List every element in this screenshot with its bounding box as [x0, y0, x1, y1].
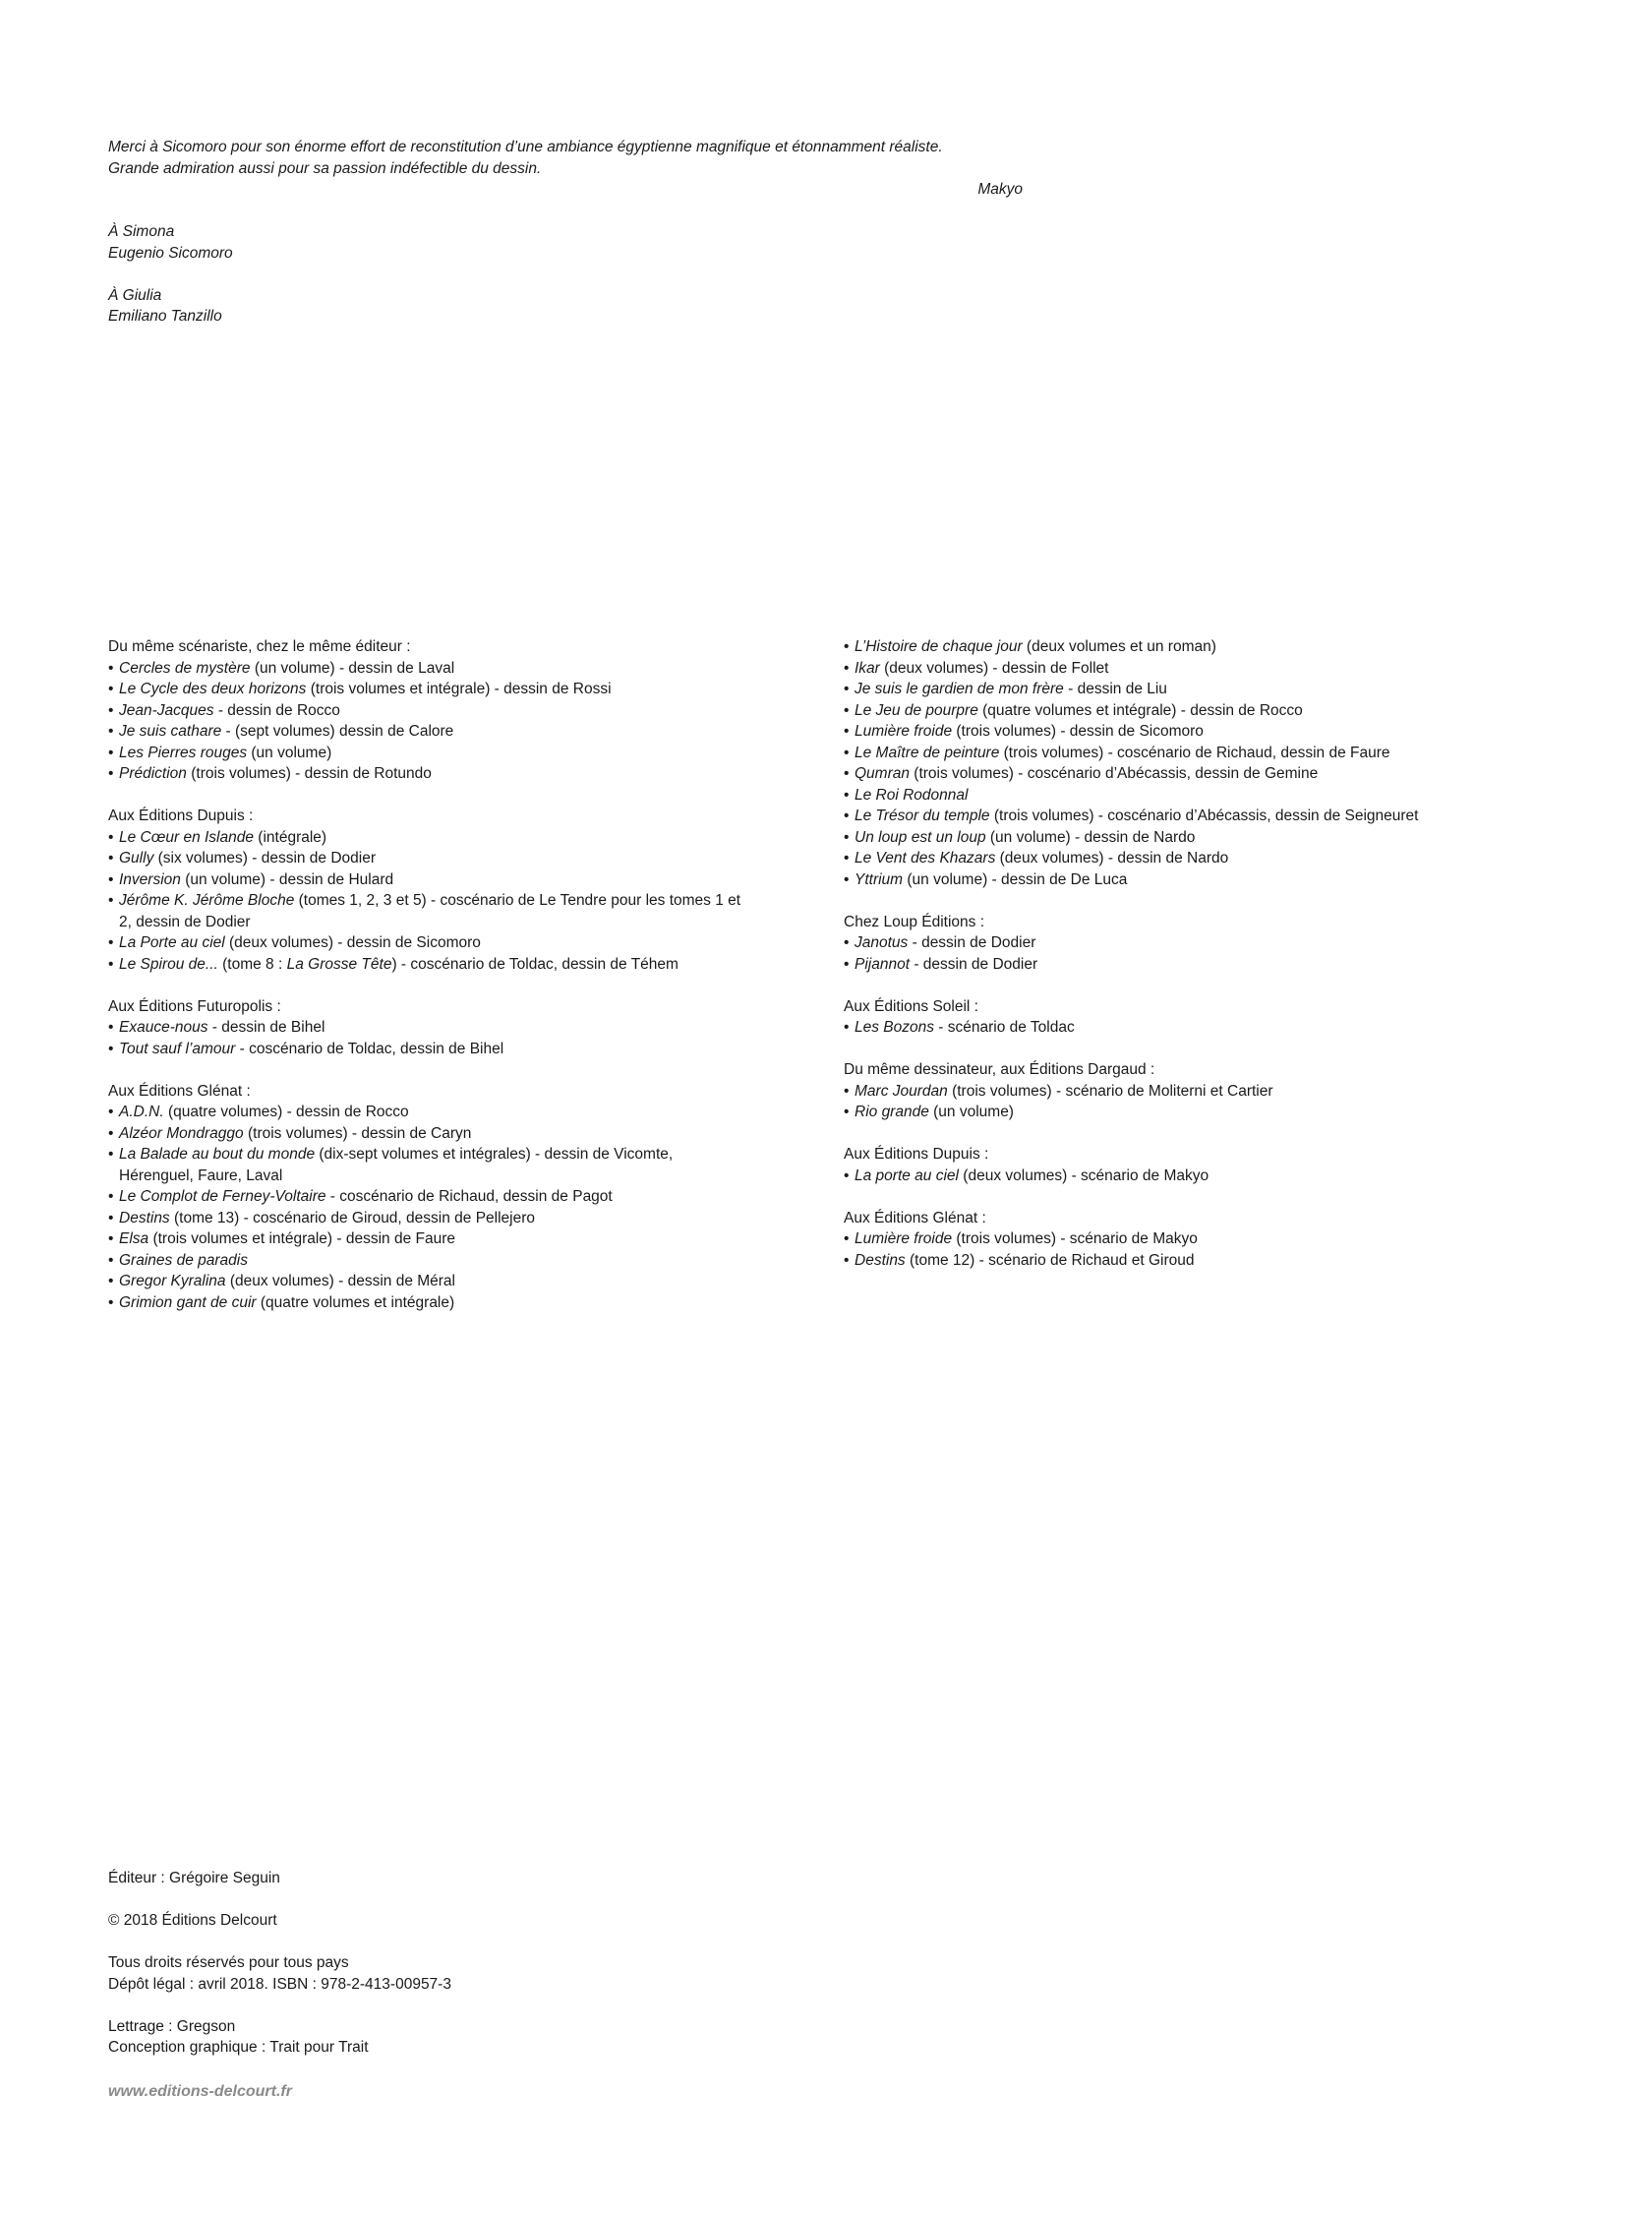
bibliography-section: [108, 636, 747, 785]
book-entry: [844, 848, 1532, 869]
book-title: Le Maître de peinture: [855, 744, 1000, 761]
book-entry: [108, 827, 747, 849]
book-list: [844, 1228, 1532, 1271]
book-detail: (quatre volumes et intégrale): [256, 1293, 455, 1311]
book-detail: (trois volumes et intégrale) - dessin de Rossi: [306, 681, 612, 697]
book-detail: (trois volumes) - dessin de Rotundo: [186, 765, 432, 782]
book-entry: [108, 1017, 747, 1039]
book-entry: [108, 954, 747, 976]
book-title: Tout sauf l’amour: [119, 1040, 236, 1057]
section-title: Aux Éditions Glénat :: [108, 1082, 251, 1100]
book-title: Rio grande: [855, 1104, 929, 1120]
bibliography-left-column: [108, 636, 747, 1335]
book-title: La Porte au ciel: [119, 934, 225, 951]
book-title: Le Trésor du temple: [855, 807, 990, 824]
book-entry: [108, 1292, 747, 1314]
book-detail: (deux volumes) - dessin de Méral: [225, 1273, 456, 1289]
legal-deposit: Dépôt légal : avril 2018. ISBN : 978-2-413-00957-3: [108, 1975, 451, 1993]
book-title: Marc Jourdan: [855, 1082, 948, 1100]
book-title: Lumière froide: [855, 1230, 953, 1247]
book-list: [844, 1166, 1532, 1187]
book-title: A.D.N.: [119, 1104, 164, 1120]
book-detail: (trois volumes) - coscénario d’Abécassis, dessin de Gemine: [910, 765, 1319, 782]
bibliography-section: [108, 806, 747, 975]
dedication-recipient: À Giulia: [108, 286, 162, 304]
book-detail: (un volume) - dessin de De Luca: [903, 870, 1128, 888]
section-title: Aux Éditions Futuropolis :: [108, 997, 281, 1015]
book-detail: - (sept volumes) dessin de Calore: [221, 723, 454, 740]
bibliography-section: [844, 1059, 1532, 1123]
book-entry: [844, 1166, 1532, 1187]
book-title: Je suis le gardien de mon frère: [855, 681, 1064, 697]
section-title: Du même scénariste, chez le même éditeur :: [108, 638, 411, 655]
book-entry: [108, 679, 747, 700]
book-detail: (un volume) - dessin de Laval: [250, 659, 455, 677]
bibliography-section: [844, 636, 1532, 890]
book-detail: - dessin de Dodier: [908, 934, 1036, 951]
book-title: Prédiction: [119, 765, 187, 782]
book-detail: (un volume) - dessin de Nardo: [985, 828, 1196, 846]
book-title: Alzéor Mondraggo: [119, 1124, 244, 1142]
book-detail: (deux volumes et un roman): [1022, 638, 1216, 655]
book-detail: - coscénario de Toldac, dessin de Bihel: [235, 1040, 504, 1057]
dedication-author: Eugenio Sicomoro: [108, 244, 233, 262]
book-detail: (six volumes) - dessin de Dodier: [153, 850, 377, 867]
book-title: Le Cœur en Islande: [119, 828, 254, 846]
book-detail: (trois volumes) - scénario de Makyo: [952, 1230, 1198, 1247]
book-list: [844, 932, 1532, 975]
book-detail: (trois volumes) - dessin de Caryn: [243, 1124, 472, 1142]
book-list: [844, 1081, 1532, 1123]
book-title: Les Bozons: [855, 1019, 934, 1036]
book-detail: (deux volumes) - dessin de Nardo: [995, 850, 1229, 867]
book-detail: (trois volumes) - dessin de Sicomoro: [952, 723, 1204, 740]
bibliography-right-column: [844, 636, 1532, 1292]
book-title: La Balade au bout du monde: [119, 1146, 316, 1163]
book-title: Cercles de mystère: [119, 659, 251, 677]
book-entry: [108, 1271, 747, 1292]
book-entry: [108, 1039, 747, 1060]
lettering-credit: Lettrage : Gregson: [108, 2017, 236, 2035]
book-detail: (quatre volumes et intégrale) - dessin de Rocco: [977, 701, 1303, 719]
book-title: Yttrium: [855, 870, 904, 888]
bibliography-section: [108, 996, 747, 1060]
book-entry: [844, 785, 1532, 807]
book-title: Ikar: [855, 659, 880, 677]
book-detail: (deux volumes) - dessin de Sicomoro: [224, 934, 481, 951]
dedication-line: Merci à Sicomoro pour son énorme effort de reconstitution d’une ambiance égyptienne magnifique et étonnamment réaliste.: [108, 139, 943, 155]
book-entry: [844, 932, 1532, 954]
book-title: Qumran: [855, 765, 910, 782]
book-entry: [844, 721, 1532, 743]
book-title: Gully: [119, 850, 154, 867]
book-entry: [108, 658, 747, 680]
book-entry: [844, 1081, 1532, 1103]
book-title: Destins: [855, 1251, 906, 1269]
book-entry: [844, 636, 1532, 658]
book-entry: [844, 763, 1532, 785]
book-list: [844, 1017, 1532, 1039]
book-title: La Grosse Tête: [286, 955, 392, 973]
book-detail: - dessin de Bihel: [207, 1019, 325, 1036]
book-title: Janotus: [855, 934, 909, 951]
book-detail: - dessin de Dodier: [910, 955, 1038, 973]
book-entry: [844, 1017, 1532, 1039]
book-entry: [108, 848, 747, 869]
book-detail: (un volume): [247, 744, 332, 761]
book-title: Le Complot de Ferney-Voltaire: [119, 1188, 326, 1205]
book-title: Exauce-nous: [119, 1019, 208, 1036]
book-entry: [108, 1102, 747, 1123]
book-detail: (un volume) - dessin de Hulard: [180, 870, 394, 888]
book-entry: [844, 743, 1532, 764]
book-detail: (deux volumes) - dessin de Follet: [879, 659, 1109, 677]
copyright-notice: © 2018 Éditions Delcourt: [108, 1912, 277, 1929]
book-detail: (tomes 1, 2, 3 et 5) - coscénario de Le Tendre pour les tomes 1 et 2, dessin de Dodier: [119, 892, 741, 930]
book-entry: [108, 1208, 747, 1229]
dedication-recipient: À Simona: [108, 223, 175, 240]
book-entry: [108, 763, 747, 785]
book-title: Elsa: [119, 1230, 149, 1247]
book-title: Les Pierres rouges: [119, 744, 248, 761]
book-title: Grimion gant de cuir: [119, 1293, 257, 1311]
book-detail: (trois volumes) - coscénario de Richaud, dessin de Faure: [999, 744, 1390, 761]
design-credit: Conception graphique : Trait pour Trait: [108, 2039, 369, 2056]
book-title: La porte au ciel: [855, 1166, 959, 1184]
book-entry: [844, 827, 1532, 849]
book-entry: [108, 869, 747, 891]
book-title: Je suis cathare: [119, 723, 222, 740]
book-title: Destins: [119, 1209, 170, 1226]
book-title: Le Jeu de pourpre: [855, 701, 978, 719]
book-entry: [844, 806, 1532, 827]
book-entry: [844, 700, 1532, 722]
book-entry: [108, 743, 747, 764]
book-detail: (dix-sept volumes et intégrales) - dessin de Vicomte, Hérenguel, Faure, Laval: [119, 1146, 674, 1184]
book-title: Le Cycle des deux horizons: [119, 681, 307, 697]
book-list: [108, 1017, 747, 1059]
book-detail: - scénario de Toldac: [934, 1019, 1075, 1036]
website-link[interactable]: www.editions-delcourt.fr: [108, 2083, 292, 2100]
editor-credit: Éditeur : Grégoire Seguin: [108, 1870, 280, 1886]
bibliography-section: [844, 1208, 1532, 1272]
book-entry: [844, 954, 1532, 976]
book-detail: (tome 8 :: [217, 955, 287, 973]
book-list: [108, 1102, 747, 1313]
book-title: Lumière froide: [855, 723, 953, 740]
book-title: Le Vent des Khazars: [855, 850, 996, 867]
book-detail: - dessin de Rocco: [213, 701, 340, 719]
book-entry: [108, 1250, 747, 1272]
section-title: Du même dessinateur, aux Éditions Dargaud :: [844, 1061, 1155, 1078]
book-list: [108, 658, 747, 785]
book-entry: [844, 1102, 1532, 1123]
book-title: Un loup est un loup: [855, 828, 986, 846]
bibliography-section: [108, 1081, 747, 1314]
book-entry: [108, 1186, 747, 1208]
book-detail: (trois volumes) - scénario de Moliterni et Cartier: [947, 1082, 1273, 1100]
book-title: Le Spirou de...: [119, 955, 218, 973]
book-detail: (trois volumes et intégrale) - dessin de Faure: [148, 1230, 456, 1247]
dedication-line: Grande admiration aussi pour sa passion indéfectible du dessin.: [108, 159, 542, 177]
book-entry: [108, 1144, 747, 1186]
book-entry: [844, 869, 1532, 891]
book-detail: - coscénario de Richaud, dessin de Pagot: [325, 1188, 613, 1205]
book-entry: [108, 721, 747, 743]
book-title: Jérôme K. Jérôme Bloche: [119, 892, 295, 909]
book-detail: (trois volumes) - coscénario d’Abécassis, dessin de Seigneuret: [989, 807, 1419, 824]
book-list: [108, 827, 747, 976]
book-entry: [844, 679, 1532, 700]
section-title: Chez Loup Éditions :: [844, 913, 985, 930]
book-entry: [108, 1228, 747, 1250]
book-entry: [844, 1228, 1532, 1250]
book-detail: (intégrale): [254, 828, 327, 846]
book-entry: [108, 700, 747, 722]
book-detail: ) - coscénario de Toldac, dessin de Téhem: [391, 955, 678, 973]
book-title: L’Histoire de chaque jour: [855, 638, 1023, 655]
book-title: Le Roi Rodonnal: [855, 786, 969, 804]
dedication-signature: Makyo: [977, 181, 1023, 198]
book-detail: (quatre volumes) - dessin de Rocco: [163, 1104, 409, 1120]
book-list: [844, 636, 1532, 890]
dedication-author: Emiliano Tanzillo: [108, 308, 222, 325]
book-title: Pijannot: [855, 955, 911, 973]
bibliography-section: [844, 996, 1532, 1039]
bibliography-section: [844, 1144, 1532, 1186]
book-detail: (tome 13) - coscénario de Giroud, dessin de Pellejero: [169, 1209, 536, 1226]
dedication-block: [108, 137, 1023, 328]
book-entry: [108, 932, 747, 954]
book-title: Gregor Kyralina: [119, 1273, 226, 1289]
section-title: Aux Éditions Soleil :: [844, 997, 978, 1015]
credits-block: [108, 1868, 796, 2103]
section-title: Aux Éditions Glénat :: [844, 1209, 986, 1226]
book-title: Graines de paradis: [119, 1251, 248, 1269]
book-detail: - dessin de Liu: [1063, 681, 1167, 697]
rights-notice: Tous droits réservés pour tous pays: [108, 1954, 349, 1971]
book-entry: [108, 1123, 747, 1145]
section-title: Aux Éditions Dupuis :: [844, 1146, 989, 1163]
book-detail: (tome 12) - scénario de Richaud et Giroud: [905, 1251, 1195, 1269]
book-entry: [108, 890, 747, 932]
section-title: Aux Éditions Dupuis :: [108, 807, 254, 824]
book-title: Jean-Jacques: [119, 701, 214, 719]
book-entry: [844, 658, 1532, 680]
book-detail: (deux volumes) - scénario de Makyo: [959, 1166, 1210, 1184]
book-detail: (un volume): [928, 1104, 1014, 1120]
book-entry: [844, 1250, 1532, 1272]
bibliography-section: [844, 912, 1532, 976]
book-title: Inversion: [119, 870, 181, 888]
